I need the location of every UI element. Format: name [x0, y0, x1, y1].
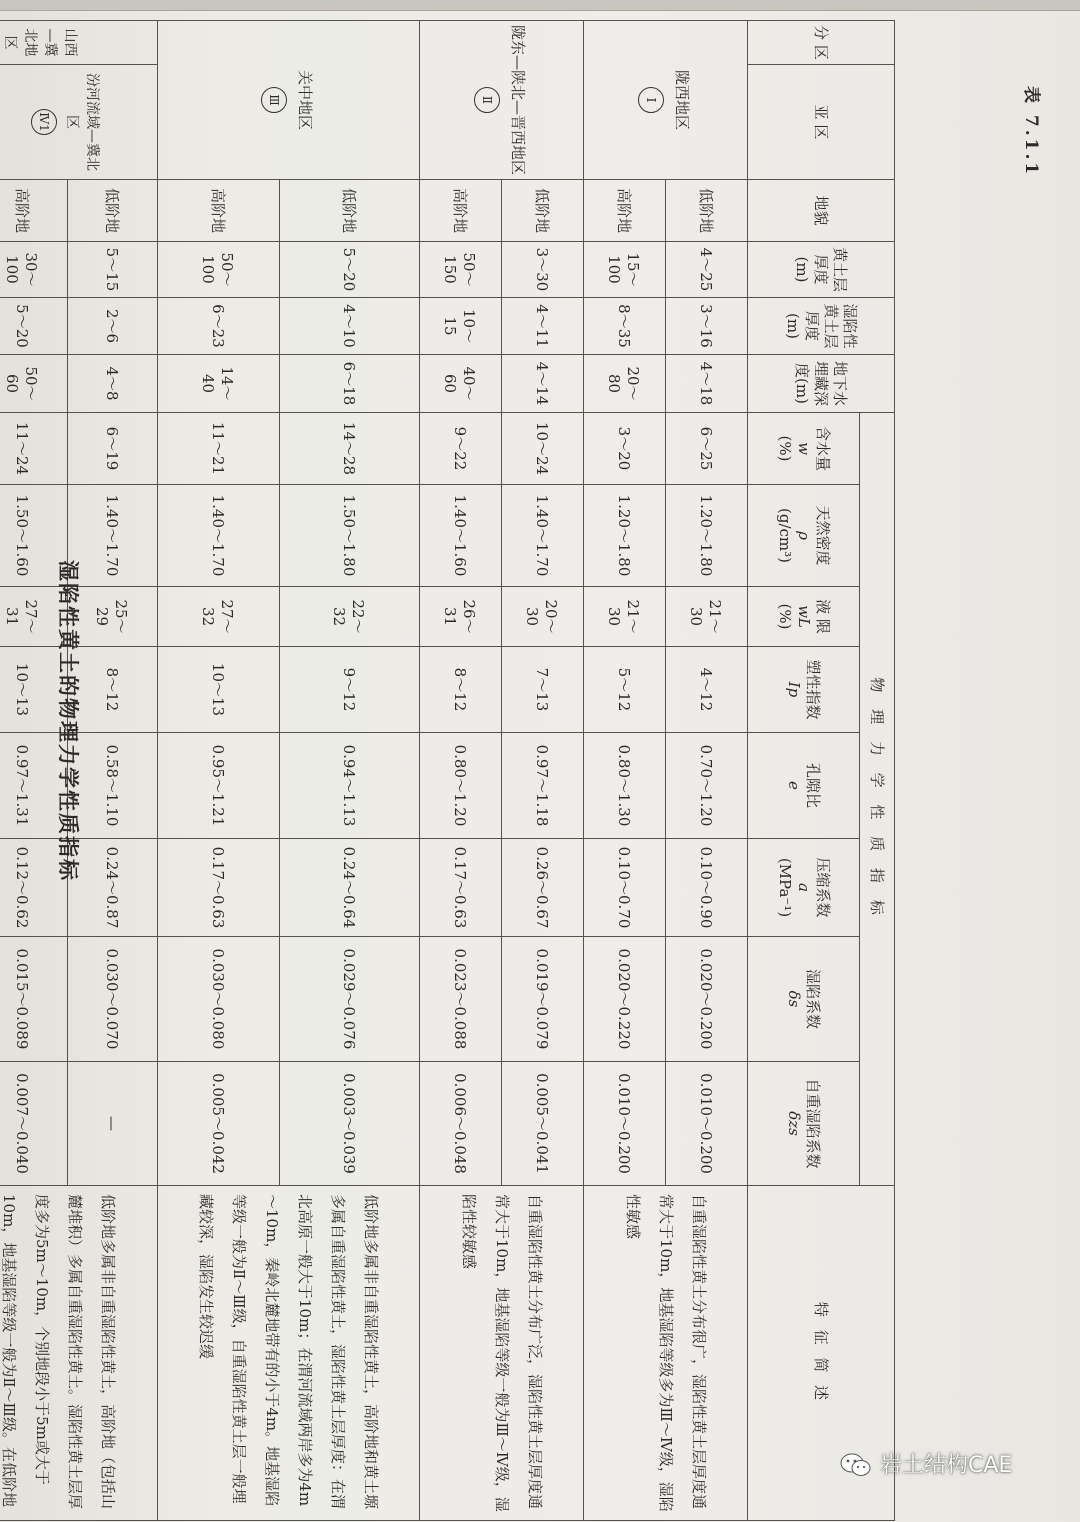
col-groundwater-depth: 地下水埋藏深度(m) [748, 355, 895, 413]
zone-4-description: 低阶地多属非自重湿陷性黄土，高阶地（包括山麓堆积）多属自重湿陷性黄土。湿陷性黄土层厚度多为5m～10m，个别地段小于5m或大于10m，地基湿陷等级一般为Ⅱ～Ⅲ级。在低阶地 [0, 1186, 158, 1521]
col-subzone: 亚 区 [748, 65, 895, 180]
col-zone: 分 区 [748, 21, 895, 65]
landform-cell: 高阶地 [420, 180, 502, 242]
col-water-content: 含水量 w (%) [748, 413, 860, 485]
col-void-ratio: 孔隙比 e [748, 733, 860, 839]
landform-cell: 低阶地 [68, 180, 158, 242]
zone-3-cell: 关中地区 Ⅲ [158, 21, 420, 180]
subzone-4-1-cell: 汾河流域—冀北区 Ⅳ1 [0, 65, 158, 180]
table-row: 高阶地 30～100 5～20 50～60 11～24 1.50～1.60 27～31 10～13 0.97～1.31 0.12～0.62 0.015～0.089 0.007～0.040 [0, 21, 68, 1521]
col-landform: 地貌 [748, 180, 895, 242]
page-title: 湿陷性黄土的物理力学性质指标 [56, 560, 81, 882]
col-loess-thickness: 黄土层厚度(m) [748, 242, 895, 298]
wechat-icon [840, 1452, 872, 1476]
col-features: 特 征 简 述 [748, 1186, 895, 1521]
landform-cell: 高阶地 [0, 180, 68, 242]
col-liquid-limit: 液 限 wL (%) [748, 587, 860, 647]
zone-3-mark: Ⅲ [261, 87, 287, 113]
zone-2-cell: 陇东—陕北—晋西地区 Ⅱ [420, 21, 584, 180]
watermark [840, 1448, 1012, 1479]
table-row: 高阶地 50～150 10～15 40～60 9～22 1.40～1.60 26～31 8～12 0.80～1.20 0.17～0.63 0.023～0.088 0.006～0.048 [420, 21, 502, 1521]
col-group-physmech: 物 理 力 学 性 质 指 标 [860, 413, 895, 1186]
zone-1-description: 自重湿陷性黄土分布很广，湿陷性黄土层厚度通常大于10m，地基湿陷等级多为Ⅲ～Ⅳ级，湿陷性敏感 [584, 1186, 748, 1521]
landform-cell: 高阶地 [584, 180, 666, 242]
zone-2-description: 自重湿陷性黄土分布广泛，湿陷性黄土层厚度通常大于10m，地基湿陷等级一般为Ⅲ～Ⅳ级，湿陷性较敏感 [420, 1186, 584, 1521]
table-row: 关中地区 Ⅲ 低阶地 5～20 4～10 6～18 14～28 1.50～1.80 22～32 9～12 0.94～1.13 0.24～0.64 0.029～0.076 0.003～0.039 低阶地多属非自重湿陷性黄土，高阶地和黄土塬多属自重湿陷性黄土，湿陷性黄土层厚度：在渭北高原一般大于10m；在渭河流域两岸多为4m～10m，秦岭北麓地带有的小于4m。地基湿陷等级一般为Ⅱ～Ⅲ级，自重湿陷性黄土层一般埋藏较深，湿陷发生较迟缓 [280, 21, 420, 1521]
col-selfweight-coefficient: 自重湿陷系数 δzs [748, 1062, 860, 1186]
col-density: 天然密度 ρ (g/cm³) [748, 485, 860, 587]
col-compressibility: 压缩系数 a (MPa⁻¹) [748, 839, 860, 937]
table-row: 陇东—陕北—晋西地区 Ⅱ 低阶地 3～30 4～11 4～14 10～24 1.40～1.70 20～30 7～13 0.97～1.18 0.26～0.67 0.019～0.079 0.005～0.041 自重湿陷性黄土分布广泛，湿陷性黄土层厚度通常大于10m，地基湿陷等级一般为Ⅲ～Ⅳ级，湿陷性较敏感 [502, 21, 584, 1521]
landform-cell: 低阶地 [666, 180, 748, 242]
landform-cell: 低阶地 [280, 180, 420, 242]
zone-2-mark: Ⅱ [474, 87, 500, 113]
zone-1-cell: 陇西地区 Ⅰ [584, 21, 748, 180]
header-row-1 [860, 21, 895, 1521]
col-plasticity: 塑性指数 Ip [748, 647, 860, 733]
zone-4-cell: 山西—冀北地区 [0, 21, 158, 65]
loess-properties-table [0, 20, 895, 1521]
table-row: 高阶地 50～100 6～23 14～40 11～21 1.40～1.70 27～32 10～13 0.95～1.21 0.17～0.63 0.030～0.080 0.005～0.042 [158, 21, 280, 1521]
landform-cell: 低阶地 [502, 180, 584, 242]
landform-cell: 高阶地 [158, 180, 280, 242]
watermark-text: 岩土结构CAE [880, 1453, 1013, 1478]
table-row: 高阶地 15～100 8～35 20～80 3～20 1.20～1.80 21～30 5～12 0.80～1.30 0.10～0.70 0.020～0.220 0.010～0.200 [584, 21, 666, 1521]
subzone-4-1-mark: Ⅳ1 [32, 109, 58, 135]
table-row: 山西—冀北地区 汾河流域—冀北区 Ⅳ1 低阶地 5～15 2～6 4～8 6～19 1.40～1.70 25～29 8～12 0.58～1.10 0.24～0.87 0.030～0.070 — 低阶地多属非自重湿陷性黄土，高阶地（包括山麓堆积）多属自重湿陷性黄土。湿陷性黄土层厚度多为5m～10m，个别地段小于5m或大于10m，地基湿陷等级一般为Ⅱ～Ⅲ级。在低阶地 [68, 21, 158, 1521]
zone-1-mark: Ⅰ [638, 87, 664, 113]
col-collapsible-thickness: 湿陷性黄土层厚度(m) [748, 298, 895, 355]
table-number: 表 7.1.1 [1021, 86, 1041, 178]
zone-3-description: 低阶地多属非自重湿陷性黄土，高阶地和黄土塬多属自重湿陷性黄土，湿陷性黄土层厚度：在渭北高原一般大于10m；在渭河流域两岸多为4m～10m，秦岭北麓地带有的小于4m。地基湿陷等级一般为Ⅱ～Ⅲ级，自重湿陷性黄土层一般埋藏较深，湿陷发生较迟缓 [158, 1186, 420, 1521]
table-row: 陇西地区 Ⅰ 低阶地 4～25 3～16 4～18 6～25 1.20～1.80 21～30 4～12 0.70～1.20 0.10～0.90 0.020～0.200 0.010～0.200 自重湿陷性黄土分布很广，湿陷性黄土层厚度通常大于10m，地基湿陷等级多为Ⅲ～Ⅳ级，湿陷性敏感 [666, 21, 748, 1521]
col-collapse-coefficient: 湿陷系数 δs [748, 937, 860, 1062]
